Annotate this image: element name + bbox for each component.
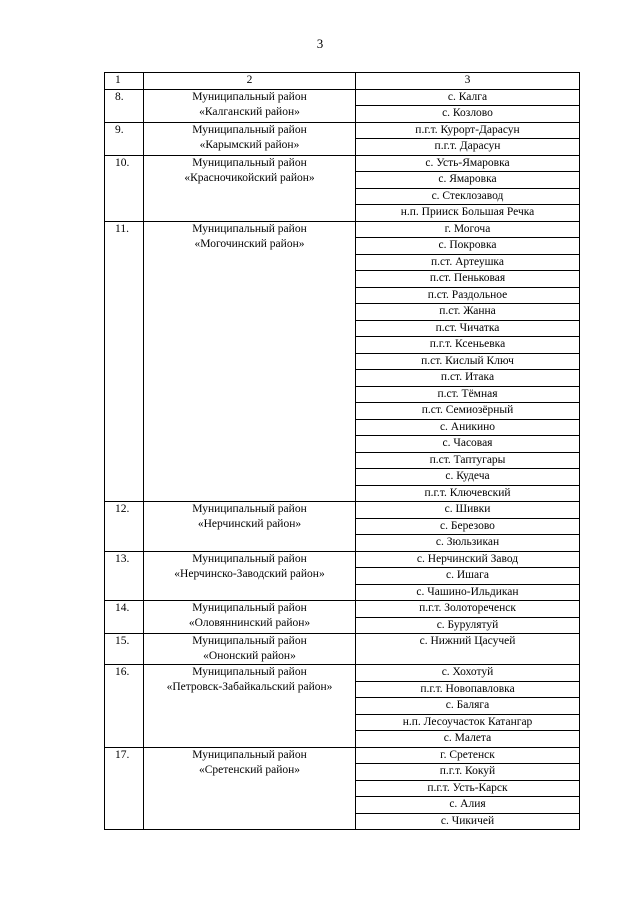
- settlement-name: п.ст. Тёмная: [356, 386, 580, 403]
- table-row: [105, 551, 580, 568]
- settlement-name: с. Зюльзикан: [356, 535, 580, 552]
- settlement-name: г. Сретенск: [356, 747, 580, 764]
- table-row: [105, 665, 580, 682]
- settlement-name: с. Березово: [356, 518, 580, 535]
- row-number: 16.: [105, 665, 144, 748]
- settlement-name: п.ст. Таптугары: [356, 452, 580, 469]
- row-number: 17.: [105, 747, 144, 830]
- settlement-name: п.г.т. Курорт-Дарасун: [356, 122, 580, 139]
- district-line: «Сретенский район»: [198, 763, 301, 776]
- settlement-name: с. Покровка: [356, 238, 580, 255]
- settlement-name: с. Малета: [356, 731, 580, 748]
- settlement-name: с. Чашино-Ильдикан: [356, 584, 580, 601]
- district-line: Муниципальный район: [192, 748, 307, 761]
- district-name: [144, 747, 356, 830]
- settlement-name: с. Нерчинский Завод: [356, 551, 580, 568]
- district-name: [144, 221, 356, 502]
- settlement-name: п.ст. Жанна: [356, 304, 580, 321]
- table-row: [105, 89, 580, 106]
- district-line: Муниципальный район: [192, 552, 307, 565]
- district-name: [144, 502, 356, 552]
- settlement-name: п.г.т. Усть-Карск: [356, 780, 580, 797]
- table-header-row: [105, 73, 580, 90]
- settlement-name: с. Аникино: [356, 419, 580, 436]
- district-line: «Нерчинский район»: [197, 518, 302, 530]
- district-name: [144, 665, 356, 748]
- district-line: Муниципальный район: [192, 123, 307, 136]
- row-number: 10.: [105, 155, 144, 221]
- district-line: Муниципальный район: [192, 222, 307, 235]
- settlement-name: п.г.т. Дарасун: [356, 139, 580, 156]
- settlement-name: с. Алия: [356, 797, 580, 814]
- row-number: 12.: [105, 502, 144, 552]
- settlement-name: с. Кудеча: [356, 469, 580, 486]
- district-line: Муниципальный район: [192, 602, 307, 614]
- settlement-name: п.ст. Артеушка: [356, 254, 580, 271]
- table-row: [105, 502, 580, 519]
- settlement-name: п.г.т. Золотореченск: [356, 601, 580, 618]
- settlement-name: с. Козлово: [356, 106, 580, 123]
- district-line: Муниципальный район: [192, 156, 307, 169]
- settlement-name: п.ст. Чичатка: [356, 320, 580, 337]
- settlement-name: с. Калга: [356, 89, 580, 106]
- settlement-name: с. Нижний Цасучей: [356, 634, 580, 665]
- table-row: [105, 221, 580, 238]
- row-number: 9.: [105, 122, 144, 155]
- settlement-name: п.г.т. Ксеньевка: [356, 337, 580, 354]
- settlement-name: н.п. Прииск Большая Речка: [356, 205, 580, 222]
- district-name: [144, 601, 356, 634]
- settlement-name: п.г.т. Кокуй: [356, 764, 580, 781]
- settlement-name: с. Шивки: [356, 502, 580, 519]
- row-number: 13.: [105, 551, 144, 601]
- district-line: Муниципальный район: [192, 635, 307, 647]
- table-row: [105, 601, 580, 618]
- settlement-name: п.ст. Итака: [356, 370, 580, 387]
- district-line: «Оловяннинский район»: [188, 617, 311, 629]
- settlements-table: [104, 72, 580, 830]
- settlement-name: п.ст. Раздольное: [356, 287, 580, 304]
- settlement-name: с. Бурулятуй: [356, 617, 580, 634]
- settlement-name: п.г.т. Ключевский: [356, 485, 580, 502]
- settlement-name: с. Усть-Ямаровка: [356, 155, 580, 172]
- district-line: «Красночикойский район»: [184, 171, 315, 184]
- header-col-2: 2: [144, 73, 356, 90]
- settlement-name: п.ст. Кислый Ключ: [356, 353, 580, 370]
- district-line: Муниципальный район: [192, 666, 307, 678]
- settlement-name: п.г.т. Новопавловка: [356, 681, 580, 698]
- district-line: Муниципальный район: [192, 503, 307, 515]
- settlement-name: с. Ямаровка: [356, 172, 580, 189]
- district-line: «Ононский район»: [203, 650, 296, 662]
- row-number: 11.: [105, 221, 144, 502]
- row-number: 15.: [105, 634, 144, 665]
- settlement-name: с. Стеклозавод: [356, 188, 580, 205]
- district-line: «Петровск-Забайкальский район»: [166, 681, 333, 693]
- table-row: [105, 122, 580, 139]
- row-number: 8.: [105, 89, 144, 122]
- district-line: «Нерчинско-Заводский район»: [174, 567, 325, 580]
- table-row: [105, 747, 580, 764]
- settlement-name: с. Ишага: [356, 568, 580, 585]
- page-number: 3: [316, 36, 324, 51]
- header-col-3: 3: [356, 73, 580, 90]
- district-line: «Карымский район»: [199, 138, 300, 151]
- district-name: [144, 551, 356, 601]
- settlement-name: г. Могоча: [356, 221, 580, 238]
- table-row: [105, 155, 580, 172]
- district-name: [144, 155, 356, 221]
- district-line: «Могочинский район»: [194, 237, 305, 250]
- header-col-1: 1: [105, 73, 144, 90]
- settlement-name: с. Часовая: [356, 436, 580, 453]
- district-name: [144, 122, 356, 155]
- district-name: [144, 634, 356, 665]
- settlement-name: п.ст. Семиозёрный: [356, 403, 580, 420]
- district-line: Муниципальный район: [192, 90, 307, 103]
- district-line: «Калганский район»: [199, 105, 300, 118]
- settlement-name: с. Хохотуй: [356, 665, 580, 682]
- settlement-name: н.п. Лесоучасток Катангар: [356, 714, 580, 731]
- settlement-name: п.ст. Пеньковая: [356, 271, 580, 288]
- settlement-name: с. Чикичей: [356, 813, 580, 830]
- row-number: 14.: [105, 601, 144, 634]
- district-name: [144, 89, 356, 122]
- settlement-name: с. Баляга: [356, 698, 580, 715]
